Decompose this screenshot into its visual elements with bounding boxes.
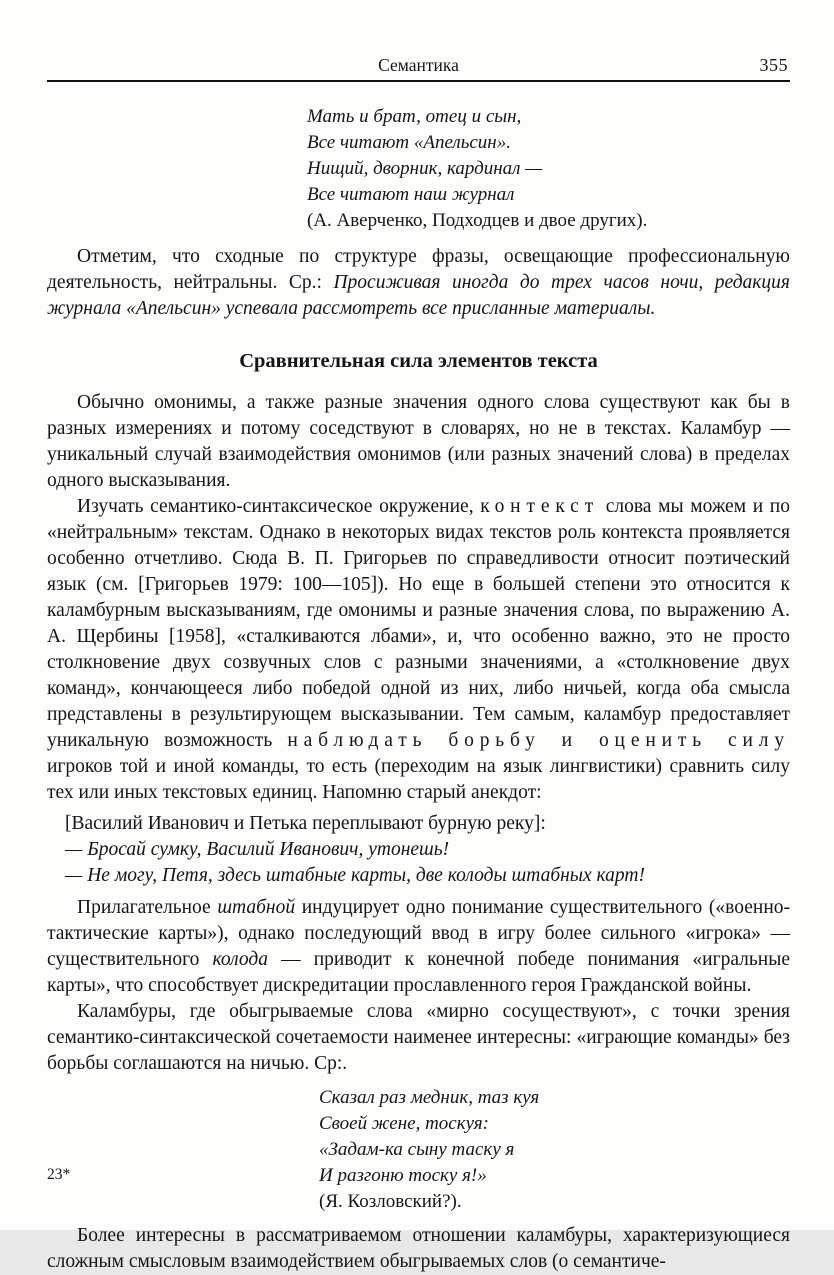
page-number: 355 [759,55,788,75]
paragraph-shtabnoy: Прилагательное штабной индуцирует одно понимание существительного («военно-тактические карты»), однако последующий ввод в игру более сильного «игрока» — существительного колода — приводит к конечной победе понимания «игральные карты», что способствует дискредитации прославленного героя Гражданской войны. [47,897,790,996]
running-header-title: Семантика [378,55,459,75]
poem-line: Своей жене, тоскуя: [319,1113,489,1134]
poem-attribution: (А. Аверченко, Подходцев и двое других). [307,210,648,231]
paragraph-kalambury: Каламбуры, где обыгрываемые слова «мирно сосуществуют», с точки зрения семантико-синтаксической сочетаемости наименее интересны: «играющие команды» без борьбы соглашаются на ничью. Ср:. [47,1001,790,1074]
poem-attribution: (Я. Козловский?). [319,1191,462,1212]
running-header [47,52,790,76]
section-heading: Сравнительная сила элементов текста [239,350,598,372]
poem-line: Сказал раз медник, таз куя [319,1087,540,1108]
paragraph-intro: Отметим, что сходные по структуре фразы, освещающие профессиональную деятельность, нейтральны. Ср.: Просиживая иногда до трех часов ночи, редакция журнала «Апельсин» успевала рассмотреть все присланные материалы. [47,246,790,319]
anecdote-block [65,811,790,889]
paragraph-context: Изучать семантико-синтаксическое окружение, контекст слова мы можем и по «нейтральным» текстам. Однако в некоторых видах текстов роль контекста проявляется особенно отчетливо. Сюда В. П. Григорьев по справедливости относит поэтический язык (см. [Григорьев 1979: 100—105]). Но еще в большей степени это относится к каламбурным высказываниям, где омонимы и разные значения слова, по выражению А. А. Щербины [1958], «сталкиваются лбами», и, что особенно важно, это не просто столкновение двух созвучных слов с разными значениями, а «столкновение двух команд», кончающееся либо победой одной из них, либо ничьей, когда оба смысла представлены в результирующем высказывании. Тем самым, каламбур предоставляет уникальную возможность наблюдать борьбу и оценить силу игроков той и иной команды, то есть (переходим на язык лингвистики) сравнить силу тех или иных текстовых единиц. Напомню старый анекдот: [47,496,790,803]
poem-mednik [319,1085,790,1215]
poem-line: Мать и брат, отец и сын, [307,106,522,127]
header-rule [47,80,790,82]
anecdote-line: — Бросай сумку, Василий Иванович, утонешь! [65,839,450,860]
poem-line: Все читают «Апельсин». [307,132,511,153]
anecdote-line: [Василий Иванович и Петька переплывают бурную реку]: [65,813,546,834]
poem-line: Все читают наш журнал [307,184,515,205]
paragraph-homonyms: Обычно омонимы, а также разные значения одного слова существуют как бы в разных измерениях и потому соседствуют в словарях, но не в текстах. Каламбур — уникальный случай взаимодействия омонимов (или разных значений слова) в пределах одного высказывания. [47,392,790,491]
signature-mark: 23* [47,1166,71,1183]
poem-line: И разгоню тоску я!» [319,1165,487,1186]
anecdote-line: — Не могу, Петя, здесь штабные карты, две колоды штабных карт! [65,865,646,886]
poem-epigraph [307,104,790,234]
poem-line: «Задам-ка сыну таску я [319,1139,515,1160]
paragraph-final: Более интересны в рассматриваемом отношении каламбуры, характеризующиеся сложным смысловым взаимодействием обыгрываемых слов (о семантиче- [47,1225,790,1272]
poem-line: Нищий, дворник, кардинал — [307,158,543,179]
